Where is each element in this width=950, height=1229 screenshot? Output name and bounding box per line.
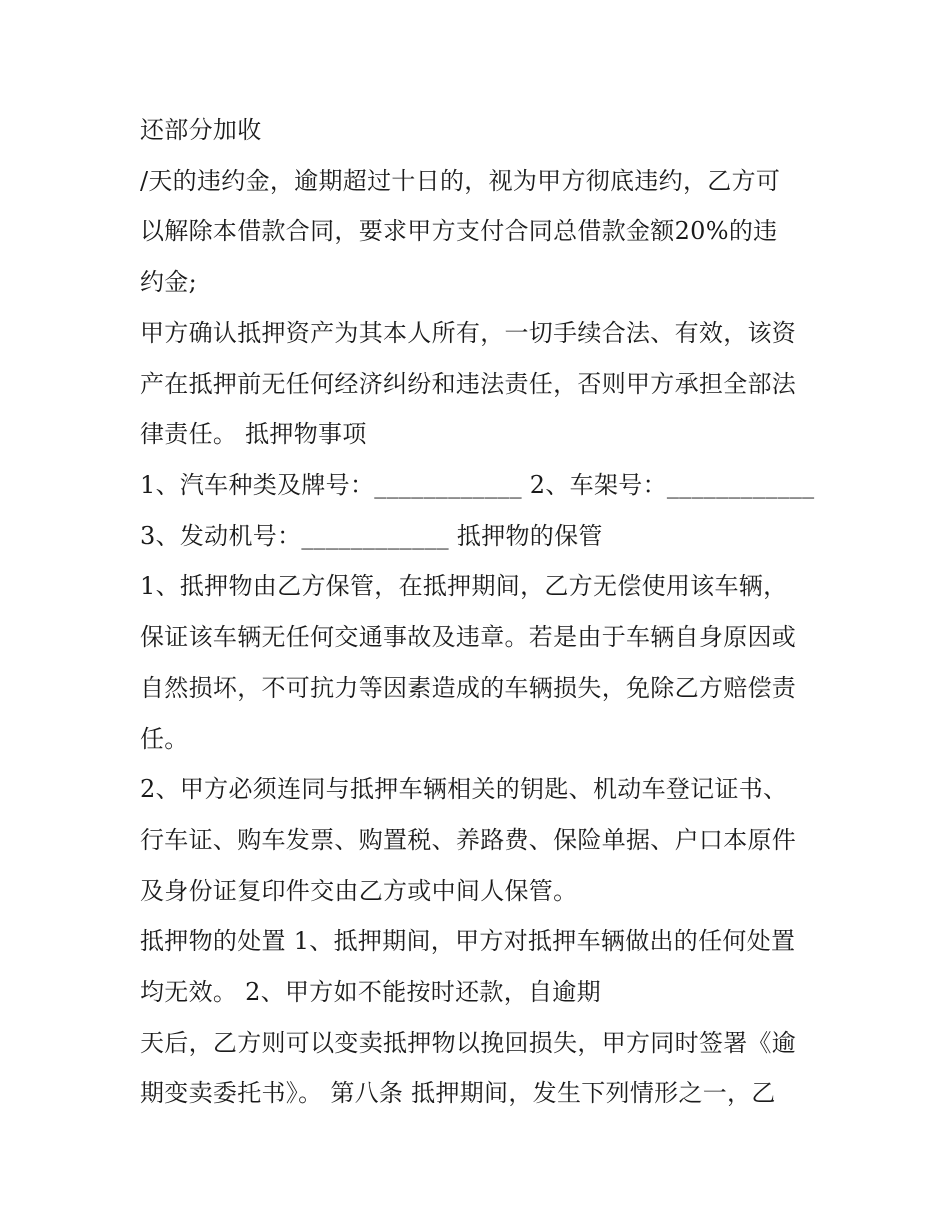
text-line: 以解除本借款合同，要求甲方支付合同总借款金额20%的违 [140, 217, 778, 245]
text-line: 天后，乙方则可以变卖抵押物以挽回损失，甲方同时签署《逾 [140, 1029, 797, 1057]
text-line: 2、甲方必须连同与抵押车辆相关的钥匙、机动车登记证书、 [140, 775, 788, 803]
text-line: 还部分加收 [140, 116, 262, 144]
text-line: 产在抵押前无任何经济纠纷和违法责任，否则甲方承担全部法 [140, 370, 797, 398]
text-line: 保证该车辆无任何交通事故及违章。若是由于车辆自身原因或 [140, 623, 797, 651]
text-line: 甲方确认抵押资产为其本人所有，一切手续合法、有效，该资 [140, 319, 797, 347]
text-line: 均无效。 2、甲方如不能按时还款，自逾期 [140, 978, 601, 1006]
text-line: 3、发动机号：____________ 抵押物的保管 [140, 522, 603, 550]
text-line: 1、抵押物由乙方保管，在抵押期间，乙方无偿使用该车辆， [140, 572, 788, 600]
text-line: 任。 [140, 725, 189, 753]
text-line: 期变卖委托书》。 第八条 抵押期间，发生下列情形之一，乙 [140, 1079, 776, 1107]
text-line: 自然损坏，不可抗力等因素造成的车辆损失，免除乙方赔偿责 [140, 674, 797, 702]
text-line: 及身份证复印件交由乙方或中间人保管。 [140, 877, 578, 905]
text-line: 抵押物的处置 1、抵押期间，甲方对抵押车辆做出的任何处置 [140, 927, 796, 955]
text-line: 1、汽车种类及牌号：____________ 2、车架号：____________ [140, 471, 815, 499]
text-line: 律责任。 抵押物事项 [140, 420, 367, 448]
text-line: /天的违约金，逾期超过十日的，视为甲方彻底违约，乙方可 [140, 167, 781, 195]
text-line: 约金; [140, 268, 197, 296]
text-line: 行车证、购车发票、购置税、养路费、保险单据、户口本原件 [140, 826, 797, 854]
